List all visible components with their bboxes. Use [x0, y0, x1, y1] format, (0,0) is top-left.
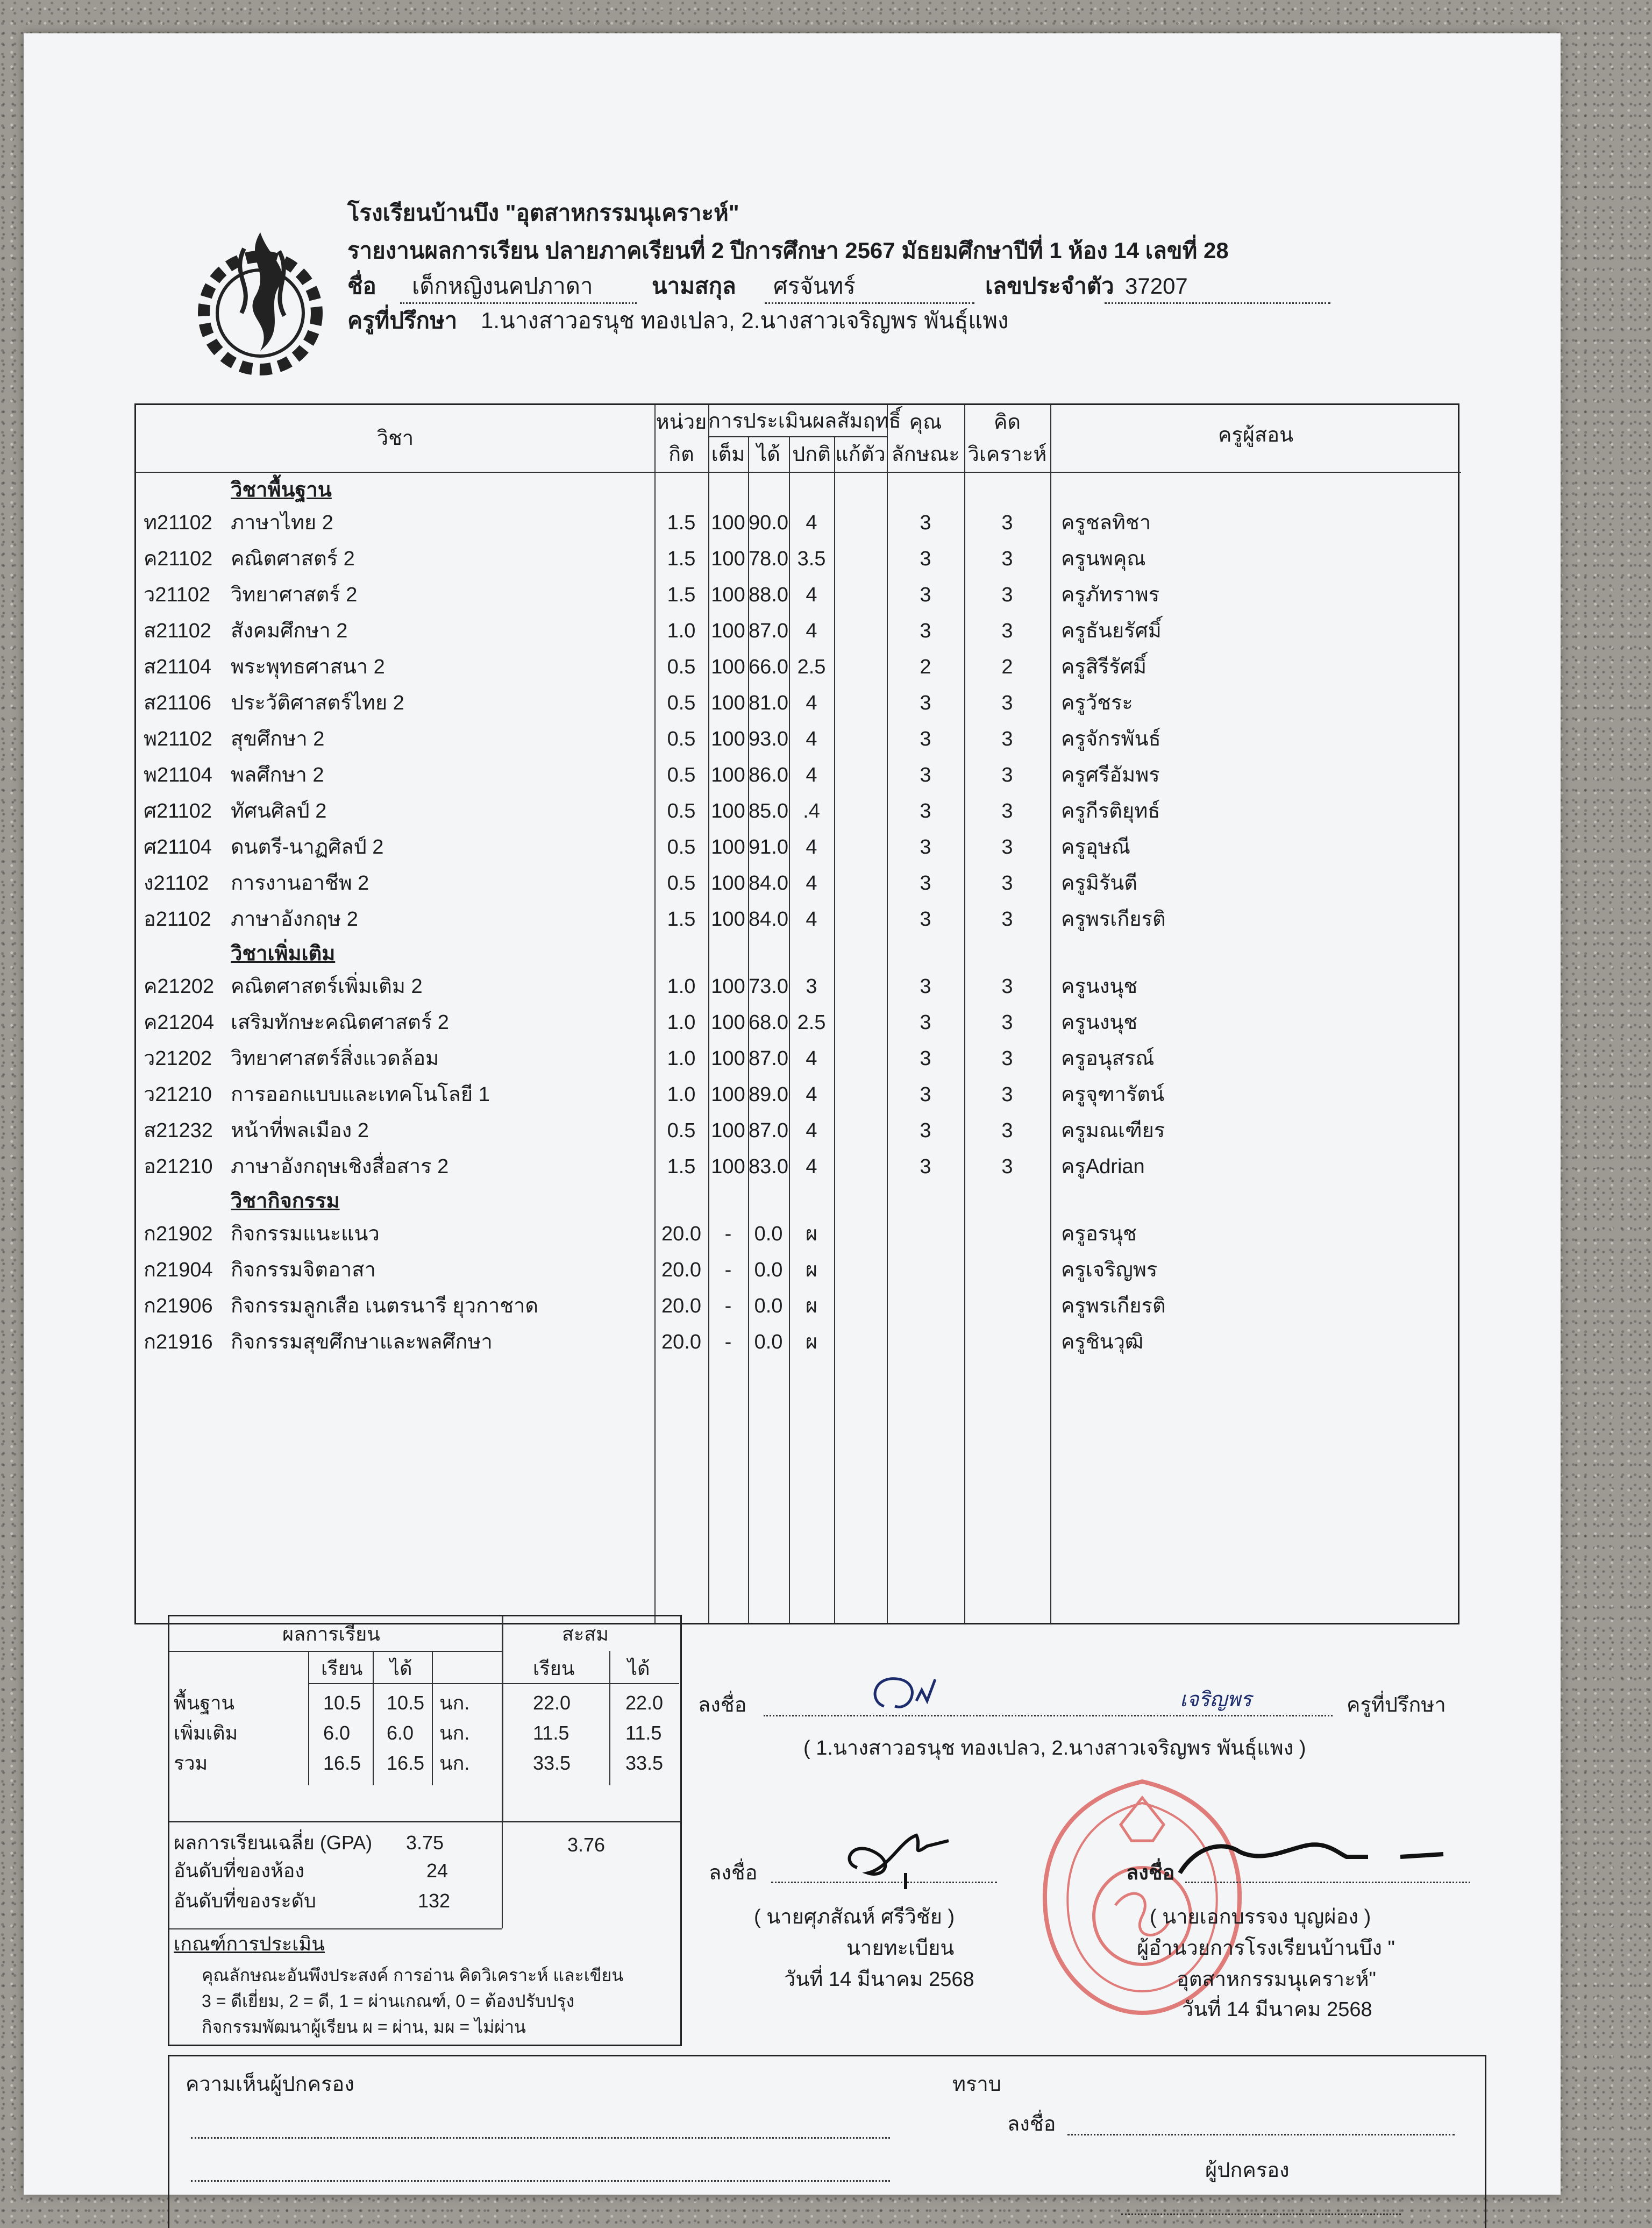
advisor-names: 1.นางสาวอรนุช ทองเปลว, 2.นางสาวเจริญพร พันธุ์แพง — [481, 308, 1009, 333]
cell-code: ว21202 — [144, 1047, 212, 1070]
advisor-label: ครูที่ปรึกษา — [347, 308, 458, 333]
cell-name: ทัศนศิลป์ 2 — [231, 800, 327, 822]
header-thinking-2: วิเคราะห์ — [967, 443, 1047, 466]
table-row — [136, 721, 1461, 757]
cell-think: 3 — [1001, 620, 1013, 642]
table-row — [136, 1288, 1461, 1324]
cell-full: 100 — [711, 1083, 745, 1106]
cell-full: - — [724, 1295, 732, 1317]
cell-grade: .4 — [803, 800, 820, 822]
table-row — [136, 613, 1461, 649]
cell-grade: ผ — [805, 1331, 818, 1353]
header-thinking: คิด — [993, 411, 1021, 434]
director-signature — [1174, 1830, 1454, 1884]
table-row — [136, 1149, 1461, 1185]
cell-credit: 1.5 — [667, 548, 696, 570]
cell-full: 100 — [711, 620, 745, 642]
registrar-date: วันที่ 14 มีนาคม 2568 — [784, 1968, 974, 1991]
summary-acc_study: 11.5 — [533, 1722, 569, 1744]
cell-code: ก21902 — [144, 1223, 213, 1245]
cell-code: ค21202 — [144, 975, 215, 998]
cell-grade: 4 — [806, 1083, 817, 1106]
cell-full: 100 — [711, 656, 745, 678]
cell-think: 3 — [1001, 764, 1013, 786]
header-normal: ปกติ — [792, 443, 831, 466]
table-row — [136, 757, 1461, 793]
cell-name: วิทยาศาสตร์ 2 — [231, 584, 358, 606]
report-title: รายงานผลการเรียน ปลายภาคเรียนที่ 2 ปีการศึกษา 2567 มัธยมศึกษาปีที่ 1 ห้อง 14 เลขที่ 28 — [347, 238, 1229, 263]
cell-got: 87.0 — [749, 1119, 788, 1142]
summary-label: รวม — [174, 1752, 208, 1774]
cell-code: ค21204 — [144, 1011, 215, 1034]
table-row — [136, 1077, 1461, 1113]
cell-grade: 4 — [806, 764, 817, 786]
cell-think: 3 — [1001, 908, 1013, 931]
cell-credit: 0.5 — [667, 656, 696, 678]
cell-name: กิจกรรมจิตอาสา — [231, 1259, 376, 1281]
header-full: เต็ม — [711, 443, 745, 466]
header-subject: วิชา — [376, 427, 414, 450]
header-got: ได้ — [757, 443, 780, 466]
summary-box — [168, 1615, 682, 2046]
cell-code: พ21102 — [144, 728, 212, 750]
table-row — [136, 577, 1461, 613]
section-title: วิชากิจกรรม — [231, 1190, 340, 1212]
cell-think: 3 — [1001, 548, 1013, 570]
cell-got: 84.0 — [749, 872, 788, 895]
summary-unit: นก. — [439, 1692, 470, 1714]
cell-char: 3 — [920, 512, 931, 534]
cell-name: การออกแบบและเทคโนโลยี 1 — [231, 1083, 490, 1106]
cell-got: 0.0 — [754, 1259, 783, 1281]
cell-name: พระพุทธศาสนา 2 — [231, 656, 385, 678]
cell-got: 68.0 — [749, 1011, 788, 1034]
cell-credit: 20.0 — [661, 1223, 701, 1245]
cell-grade: 3 — [806, 975, 817, 998]
cell-code: ก21906 — [144, 1295, 213, 1317]
cell-code: ก21904 — [144, 1259, 213, 1281]
summary-acc_got: 22.0 — [625, 1692, 664, 1714]
parent-opinion-label: ความเห็นผู้ปกครอง — [186, 2073, 354, 2096]
sign-label-director: ลงชื่อ — [1126, 1862, 1175, 1884]
header-assessment: การประเมินผลสัมฤทธิ์ — [708, 410, 901, 432]
cell-think: 2 — [1001, 656, 1013, 678]
cell-char: 3 — [920, 548, 931, 570]
criteria-2: 3 = ดีเยี่ยม, 2 = ดี, 1 = ผ่านเกณฑ์, 0 = ต้องปรับปรุง — [202, 1991, 575, 2011]
cell-teacher: ครูอนุสรณ์ — [1061, 1047, 1155, 1070]
cell-code: ว21102 — [144, 584, 211, 606]
cell-code: ส21104 — [144, 656, 212, 678]
table-row — [136, 1005, 1461, 1041]
cell-name: ประวัติศาสตร์ไทย 2 — [231, 692, 404, 714]
id-label: เลขประจำตัว — [985, 273, 1114, 299]
cell-full: 100 — [711, 1011, 745, 1034]
table-row — [136, 1324, 1461, 1360]
cell-got: 90.0 — [749, 512, 788, 534]
cell-got: 87.0 — [749, 1047, 788, 1070]
cell-teacher: ครูอุษณี — [1061, 836, 1130, 858]
table-row — [136, 1041, 1461, 1077]
cell-credit: 0.5 — [667, 1119, 696, 1142]
cell-code: ว21210 — [144, 1083, 212, 1106]
cell-code: ท21102 — [144, 512, 212, 534]
cell-grade: 4 — [806, 584, 817, 606]
cell-credit: 1.5 — [667, 512, 696, 534]
cell-think: 3 — [1001, 872, 1013, 895]
cell-teacher: ครูนงนุช — [1061, 1011, 1138, 1034]
cell-char: 3 — [920, 728, 931, 750]
criteria-title: เกณฑ์การประเมิน — [174, 1933, 325, 1955]
cell-code: พ21104 — [144, 764, 212, 786]
table-row — [136, 1113, 1461, 1149]
cell-full: 100 — [711, 1155, 745, 1178]
acc-study-col: เรียน — [533, 1657, 575, 1679]
cell-name: กิจกรรมลูกเสือ เนตรนารี ยุวกาชาด — [231, 1295, 539, 1317]
cell-teacher: ครูมณเฑียร — [1061, 1119, 1165, 1142]
cell-credit: 1.0 — [667, 1011, 696, 1034]
cell-grade: 2.5 — [797, 1011, 826, 1034]
cell-full: 100 — [711, 728, 745, 750]
summary-label: พื้นฐาน — [174, 1692, 235, 1714]
cell-teacher: ครูจักรพันธ์ — [1061, 728, 1161, 750]
cell-got: 78.0 — [749, 548, 788, 570]
cell-char: 3 — [920, 908, 931, 931]
table-row — [136, 829, 1461, 865]
cell-name: ดนตรี-นาฏศิลป์ 2 — [231, 836, 384, 858]
summary-study: 6.0 — [323, 1722, 351, 1744]
cell-grade: 4 — [806, 872, 817, 895]
cell-think: 3 — [1001, 975, 1013, 998]
grades-table — [134, 403, 1459, 1624]
cell-grade: 4 — [806, 728, 817, 750]
cell-char: 3 — [920, 692, 931, 714]
cell-full: 100 — [711, 1047, 745, 1070]
cell-name: หน้าที่พลเมือง 2 — [231, 1119, 369, 1142]
summary-acc_study: 22.0 — [533, 1692, 571, 1714]
cell-grade: 4 — [806, 908, 817, 931]
cell-code: อ21210 — [144, 1155, 213, 1178]
cell-code: ศ21104 — [144, 836, 212, 858]
cell-think: 3 — [1001, 1155, 1013, 1178]
advisor-sign-names: ( 1.นางสาวอรนุช ทองเปลว, 2.นางสาวเจริญพร พันธุ์แพง ) — [803, 1737, 1306, 1759]
cell-teacher: ครูกีรติยุทธ์ — [1061, 800, 1160, 822]
cell-got: 89.0 — [749, 1083, 788, 1106]
table-row — [136, 793, 1461, 829]
cell-full: - — [724, 1223, 732, 1245]
cell-name: สังคมศึกษา 2 — [231, 620, 348, 642]
cell-teacher: ครูชินวุฒิ — [1061, 1331, 1144, 1353]
cell-name: วิทยาศาสตร์สิ่งแวดล้อม — [231, 1047, 439, 1070]
cell-credit: 0.5 — [667, 800, 696, 822]
cell-credit: 20.0 — [661, 1331, 701, 1353]
cell-name: กิจกรรมแนะแนว — [231, 1223, 380, 1245]
report-paper — [24, 33, 1561, 2195]
cell-got: 81.0 — [749, 692, 788, 714]
cell-name: เสริมทักษะคณิตศาสตร์ 2 — [231, 1011, 449, 1034]
cell-credit: 20.0 — [661, 1259, 701, 1281]
cell-got: 86.0 — [749, 764, 788, 786]
cell-char: 3 — [920, 1083, 931, 1106]
cell-think: 3 — [1001, 692, 1013, 714]
cell-grade: 4 — [806, 1155, 817, 1178]
cell-full: 100 — [711, 512, 745, 534]
cell-credit: 20.0 — [661, 1295, 701, 1317]
cell-full: 100 — [711, 908, 745, 931]
cell-teacher: ครูธันยรัศมิ์ — [1061, 620, 1162, 642]
cell-teacher: ครูสิรีรัศมิ์ — [1061, 656, 1147, 678]
header-character-2: ลักษณะ — [891, 443, 960, 466]
study-col: เรียน — [321, 1657, 363, 1679]
cell-credit: 1.5 — [667, 584, 696, 606]
summary-study: 16.5 — [323, 1752, 361, 1774]
cell-char: 3 — [920, 1011, 931, 1034]
cell-think: 3 — [1001, 1047, 1013, 1070]
criteria-3: กิจกรรมพัฒนาผู้เรียน ผ = ผ่าน, มผ = ไม่ผ่าน — [202, 2017, 526, 2037]
cell-name: ภาษาไทย 2 — [231, 512, 333, 534]
cell-grade: 4 — [806, 1047, 817, 1070]
parent-ack-label: ทราบ — [952, 2073, 1001, 2096]
summary-got: 10.5 — [387, 1692, 425, 1714]
table-row — [136, 1252, 1461, 1288]
advisor-signature — [863, 1669, 1024, 1722]
cell-code: ศ21102 — [144, 800, 212, 822]
cell-think: 3 — [1001, 1011, 1013, 1034]
cell-code: ส21106 — [144, 692, 212, 714]
cell-name: การงานอาชีพ 2 — [231, 872, 369, 895]
cell-full: 100 — [711, 1119, 745, 1142]
cell-char: 3 — [920, 836, 931, 858]
cell-grade: 4 — [806, 836, 817, 858]
table-row — [136, 1216, 1461, 1252]
cell-grade: 3.5 — [797, 548, 826, 570]
cell-char: 3 — [920, 800, 931, 822]
cell-got: 0.0 — [754, 1331, 783, 1353]
accum-label: สะสม — [562, 1623, 609, 1645]
cell-credit: 0.5 — [667, 728, 696, 750]
cell-code: ส21232 — [144, 1119, 213, 1142]
results-label: ผลการเรียน — [282, 1623, 380, 1645]
header-credit-2: กิต — [668, 443, 694, 466]
cell-teacher: ครูวัชระ — [1061, 692, 1133, 714]
student-name: เด็กหญิงนคปภาดา — [412, 273, 593, 299]
director-role-2: อุตสาหกรรมนุเคราะห์" — [1177, 1968, 1377, 1991]
summary-acc_study: 33.5 — [533, 1752, 571, 1774]
cell-got: 84.0 — [749, 908, 788, 931]
section-title: วิชาเพิ่มเติม — [231, 942, 336, 965]
cell-char: 3 — [920, 764, 931, 786]
table-row — [136, 902, 1461, 938]
cell-got: 0.0 — [754, 1223, 783, 1245]
cell-teacher: ครูศรีอัมพร — [1061, 764, 1160, 786]
rank-room: 24 — [426, 1860, 448, 1882]
cell-think: 3 — [1001, 584, 1013, 606]
cell-got: 93.0 — [749, 728, 788, 750]
cell-full: 100 — [711, 764, 745, 786]
summary-label: เพิ่มเติม — [174, 1722, 238, 1744]
cell-got: 88.0 — [749, 584, 788, 606]
director-role-1: ผู้อำนวยการโรงเรียนบ้านบึง " — [1137, 1937, 1395, 1960]
cell-code: ส21102 — [144, 620, 212, 642]
cell-credit: 0.5 — [667, 692, 696, 714]
sign-label-registrar: ลงชื่อ — [709, 1862, 758, 1884]
cell-char: 3 — [920, 1119, 931, 1142]
summary-acc_got: 33.5 — [625, 1752, 664, 1774]
cell-got: 91.0 — [749, 836, 788, 858]
advisor-role: ครูที่ปรึกษา — [1347, 1694, 1446, 1716]
cell-teacher: ครูจุฑารัตน์ — [1061, 1083, 1165, 1106]
cell-credit: 1.0 — [667, 620, 696, 642]
cell-teacher: ครูมิรันตี — [1061, 872, 1137, 895]
gpa-label: ผลการเรียนเฉลี่ย (GPA) — [174, 1832, 373, 1854]
table-row — [136, 541, 1461, 577]
cell-char: 3 — [920, 1155, 931, 1178]
cell-credit: 0.5 — [667, 836, 696, 858]
table-row — [136, 865, 1461, 902]
cell-full: 100 — [711, 872, 745, 895]
summary-study: 10.5 — [323, 1692, 361, 1714]
cell-got: 73.0 — [749, 975, 788, 998]
cell-teacher: ครูAdrian — [1061, 1155, 1145, 1178]
cell-teacher: ครูชลทิชา — [1061, 512, 1151, 534]
cell-grade: ผ — [805, 1223, 818, 1245]
table-row — [136, 649, 1461, 685]
cell-think: 3 — [1001, 512, 1013, 534]
gpa-value: 3.75 — [406, 1832, 444, 1854]
cell-full: 100 — [711, 800, 745, 822]
registrar-name: ( นายศุภสัณห์ ศรีวิชัย ) — [754, 1906, 955, 1928]
cell-got: 87.0 — [749, 620, 788, 642]
cell-grade: 2.5 — [797, 656, 826, 678]
cell-full: 100 — [711, 692, 745, 714]
cell-name: ภาษาอังกฤษเชิงสื่อสาร 2 — [231, 1155, 449, 1178]
director-name: ( นายเอกบรรจง บุญผ่อง ) — [1150, 1906, 1371, 1928]
cell-teacher: ครูอรนุช — [1061, 1223, 1137, 1245]
cell-teacher: ครูนพคุณ — [1061, 548, 1146, 570]
cell-full: 100 — [711, 836, 745, 858]
header-character: คุณ — [909, 411, 942, 434]
rank-level-label: อันดับที่ของระดับ — [174, 1890, 316, 1912]
cell-grade: ผ — [805, 1295, 818, 1317]
cell-credit: 0.5 — [667, 872, 696, 895]
cell-credit: 1.5 — [667, 908, 696, 931]
cell-grade: 4 — [806, 692, 817, 714]
name-label: ชื่อ — [347, 273, 376, 299]
cell-full: 100 — [711, 584, 745, 606]
cell-credit: 1.5 — [667, 1155, 696, 1178]
cell-got: 85.0 — [749, 800, 788, 822]
school-logo — [180, 211, 341, 388]
summary-got: 16.5 — [387, 1752, 425, 1774]
cell-code: อ21102 — [144, 908, 211, 931]
student-id: 37207 — [1125, 273, 1188, 299]
cell-think: 3 — [1001, 1083, 1013, 1106]
criteria-1: คุณลักษณะอันพึงประสงค์ การอ่าน คิดวิเคราะห์ และเขียน — [202, 1966, 624, 1985]
gpa-accum: 3.76 — [567, 1834, 606, 1856]
cell-grade: ผ — [805, 1259, 818, 1281]
cell-got: 66.0 — [749, 656, 788, 678]
school-name: โรงเรียนบ้านบึง "อุตสาหกรรมนุเคราะห์" — [347, 200, 739, 225]
cell-char: 3 — [920, 584, 931, 606]
cell-teacher: ครูพรเกียรติ — [1061, 908, 1166, 931]
sign-label-advisor: ลงชื่อ — [698, 1694, 747, 1716]
parent-opinion-box — [168, 2055, 1486, 2228]
cell-credit: 0.5 — [667, 764, 696, 786]
summary-got: 6.0 — [387, 1722, 414, 1744]
cell-credit: 1.0 — [667, 1047, 696, 1070]
cell-char: 3 — [920, 1047, 931, 1070]
surname-label: นามสกุล — [652, 273, 736, 299]
parent-role: ผู้ปกครอง — [1205, 2159, 1290, 2182]
summary-acc_got: 11.5 — [625, 1722, 662, 1744]
cell-teacher: ครูเจริญพร — [1061, 1259, 1158, 1281]
cell-think: 3 — [1001, 800, 1013, 822]
cell-think: 3 — [1001, 836, 1013, 858]
header-credit: หน่วย — [656, 411, 707, 434]
cell-full: 100 — [711, 548, 745, 570]
cell-grade: 4 — [806, 1119, 817, 1142]
cell-name: สุขศึกษา 2 — [231, 728, 325, 750]
cell-grade: 4 — [806, 512, 817, 534]
cell-char: 3 — [920, 620, 931, 642]
cell-name: ภาษาอังกฤษ 2 — [231, 908, 358, 931]
student-surname: ศรจันทร์ — [773, 273, 856, 299]
registrar-role: นายทะเบียน — [846, 1937, 955, 1960]
registrar-signature — [841, 1808, 1002, 1894]
cell-name: พลศึกษา 2 — [231, 764, 324, 786]
cell-grade: 4 — [806, 620, 817, 642]
header-fix: แก้ตัว — [835, 443, 886, 466]
cell-credit: 1.0 — [667, 1083, 696, 1106]
cell-teacher: ครูนงนุช — [1061, 975, 1138, 998]
rank-level: 132 — [418, 1890, 451, 1912]
cell-full: 100 — [711, 975, 745, 998]
cell-name: คณิตศาสตร์ 2 — [231, 548, 355, 570]
cell-code: ค21102 — [144, 548, 213, 570]
got-col: ได้ — [390, 1657, 412, 1679]
cell-char: 3 — [920, 975, 931, 998]
cell-code: ก21916 — [144, 1331, 213, 1353]
advisor-handwriting: เจริญพร — [1180, 1688, 1252, 1711]
cell-got: 0.0 — [754, 1295, 783, 1317]
cell-full: - — [724, 1331, 732, 1353]
cell-char: 2 — [920, 656, 931, 678]
cell-credit: 1.0 — [667, 975, 696, 998]
cell-char: 3 — [920, 872, 931, 895]
cell-code: ง21102 — [144, 872, 209, 895]
parent-sign-label: ลงชื่อ — [1007, 2113, 1056, 2135]
cell-think: 3 — [1001, 728, 1013, 750]
header-teacher: ครูผู้สอน — [1217, 424, 1294, 446]
section-title: วิชาพื้นฐาน — [231, 479, 332, 501]
acc-got-col: ได้ — [628, 1657, 650, 1679]
summary-unit: นก. — [439, 1722, 470, 1744]
table-row — [136, 685, 1461, 721]
director-date: วันที่ 14 มีนาคม 2568 — [1182, 1998, 1372, 2021]
cell-teacher: ครูพรเกียรติ — [1061, 1295, 1166, 1317]
cell-name: กิจกรรมสุขศึกษาและพลศึกษา — [231, 1331, 493, 1353]
cell-think: 3 — [1001, 1119, 1013, 1142]
cell-got: 83.0 — [749, 1155, 788, 1178]
cell-full: - — [724, 1259, 732, 1281]
rank-room-label: อันดับที่ของห้อง — [174, 1860, 304, 1882]
table-row — [136, 969, 1461, 1005]
summary-unit: นก. — [439, 1752, 470, 1774]
cell-name: คณิตศาสตร์เพิ่มเติม 2 — [231, 975, 423, 998]
cell-teacher: ครูภัทราพร — [1061, 584, 1160, 606]
table-row — [136, 505, 1461, 541]
